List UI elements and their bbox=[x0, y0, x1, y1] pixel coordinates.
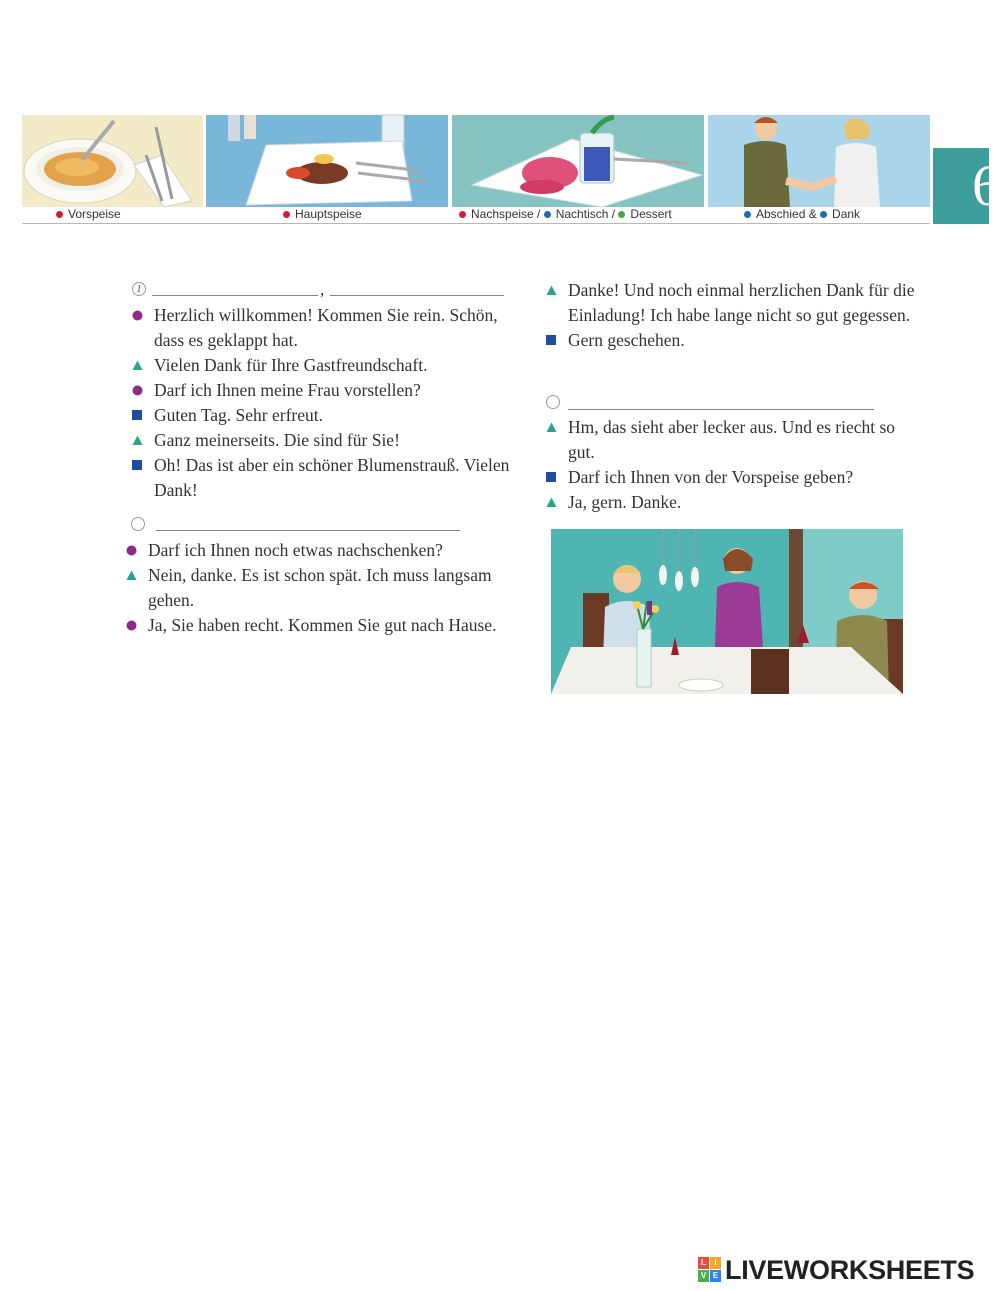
dialogue-4 bbox=[546, 392, 926, 515]
dialogue-line-text: Hm, das sieht aber lecker aus. Und es riecht so gut. bbox=[568, 417, 896, 462]
farewell-illustration bbox=[708, 115, 930, 207]
red-dot-icon bbox=[283, 211, 290, 218]
purple-circle-icon bbox=[126, 613, 140, 638]
blue-square-icon bbox=[132, 453, 146, 478]
blue-dot-icon bbox=[544, 211, 551, 218]
dialogue-line-text: Darf ich Ihnen noch etwas nachschenken? bbox=[148, 540, 443, 560]
dialogue-line-text: Darf ich Ihnen meine Frau vorstellen? bbox=[154, 380, 421, 400]
blue-dot-icon bbox=[820, 211, 827, 218]
green-triangle-icon bbox=[132, 428, 146, 453]
dialogue-line-text: Guten Tag. Sehr erfreut. bbox=[154, 405, 324, 425]
label-dessert: Nachspeise / Nachtisch / Dessert bbox=[459, 207, 672, 221]
dialogue-line bbox=[126, 613, 516, 638]
dialogue-header bbox=[132, 280, 512, 302]
dialogue-line-text: Ja, gern. Danke. bbox=[568, 492, 682, 512]
dialogue-line-text: Herzlich willkommen! Kommen Sie rein. Schön, dass es geklappt hat. bbox=[154, 305, 498, 350]
banner-divider bbox=[22, 223, 930, 224]
comma-separator: , bbox=[320, 280, 325, 299]
course-labels bbox=[22, 207, 930, 223]
dialogue-line bbox=[546, 490, 926, 515]
blue-square-icon bbox=[546, 328, 560, 353]
dialogue-line bbox=[126, 563, 516, 613]
dialogue-line bbox=[132, 428, 512, 453]
dialogue-header bbox=[546, 392, 926, 414]
blue-dot-icon bbox=[744, 211, 751, 218]
dialogue-line bbox=[132, 403, 512, 428]
label-abschied: Abschied & Dank bbox=[744, 207, 860, 221]
dialogue-3 bbox=[546, 278, 926, 353]
soup-illustration bbox=[22, 115, 203, 207]
dialogue-2 bbox=[126, 515, 516, 638]
purple-circle-icon bbox=[132, 303, 146, 328]
dialogue-1 bbox=[132, 280, 512, 503]
dialogue-line bbox=[132, 353, 512, 378]
dialogue-line bbox=[546, 415, 926, 465]
green-triangle-icon bbox=[132, 353, 146, 378]
dessert-illustration bbox=[452, 115, 704, 207]
dialogue-line bbox=[546, 328, 926, 353]
dialogue-line bbox=[546, 278, 926, 328]
green-triangle-icon bbox=[546, 490, 560, 515]
dialogue-lines bbox=[546, 415, 926, 515]
dinner-scene-illustration bbox=[551, 529, 903, 694]
answer-blank[interactable] bbox=[156, 530, 460, 531]
main-course-illustration bbox=[206, 115, 448, 207]
dialogue-line-text: Danke! Und noch einmal herzlichen Dank für die Einladung! Ich habe lange nicht so gut gegessen. bbox=[568, 280, 915, 325]
order-circle[interactable] bbox=[546, 395, 560, 409]
chapter-banner bbox=[22, 115, 930, 207]
purple-circle-icon bbox=[126, 538, 140, 563]
answer-blank-1[interactable] bbox=[152, 295, 318, 296]
red-dot-icon bbox=[459, 211, 466, 218]
red-dot-icon bbox=[56, 211, 63, 218]
dialogue-line-text: Gern geschehen. bbox=[568, 330, 685, 350]
dialogue-line-text: Nein, danke. Es ist schon spät. Ich muss langsam gehen. bbox=[148, 565, 492, 610]
green-triangle-icon bbox=[126, 563, 140, 588]
purple-circle-icon bbox=[132, 378, 146, 403]
label-hauptspeise: Hauptspeise bbox=[283, 207, 362, 221]
blue-square-icon bbox=[132, 403, 146, 428]
blue-square-icon bbox=[546, 465, 560, 490]
dialogue-line-text: Oh! Das ist aber ein schöner Blumenstrauß. Vielen Dank! bbox=[154, 455, 510, 500]
dialogue-line-text: Darf ich Ihnen von der Vorspeise geben? bbox=[568, 467, 854, 487]
liveworksheets-logo bbox=[698, 1253, 974, 1287]
answer-blank[interactable] bbox=[568, 409, 874, 410]
liveworksheets-logo-text: LIVEWORKSHEETS bbox=[725, 1254, 975, 1285]
dialogue-header bbox=[126, 515, 516, 537]
dialogue-line bbox=[126, 538, 516, 563]
answer-blank-2[interactable] bbox=[330, 295, 504, 296]
dialogue-line bbox=[132, 378, 512, 403]
green-triangle-icon bbox=[546, 415, 560, 440]
order-circle: 1 bbox=[132, 282, 146, 296]
green-dot-icon bbox=[618, 211, 625, 218]
dialogue-line-text: Vielen Dank für Ihre Gastfreundschaft. bbox=[154, 355, 428, 375]
dialogue-lines bbox=[126, 538, 516, 638]
dialogue-line-text: Ja, Sie haben recht. Kommen Sie gut nach Hause. bbox=[148, 615, 497, 635]
label-vorspeise: Vorspeise bbox=[56, 207, 121, 221]
dialogue-lines bbox=[546, 278, 926, 353]
chapter-number-tab: 6 bbox=[933, 148, 989, 224]
dialogue-line bbox=[132, 303, 512, 353]
dialogue-line bbox=[546, 465, 926, 490]
order-circle[interactable] bbox=[131, 517, 145, 531]
dialogue-lines bbox=[132, 303, 512, 503]
dialogue-line-text: Ganz meinerseits. Die sind für Sie! bbox=[154, 430, 400, 450]
liveworksheets-logo-icon: L I V E bbox=[698, 1257, 722, 1283]
green-triangle-icon bbox=[546, 278, 560, 303]
dialogue-line bbox=[132, 453, 512, 503]
